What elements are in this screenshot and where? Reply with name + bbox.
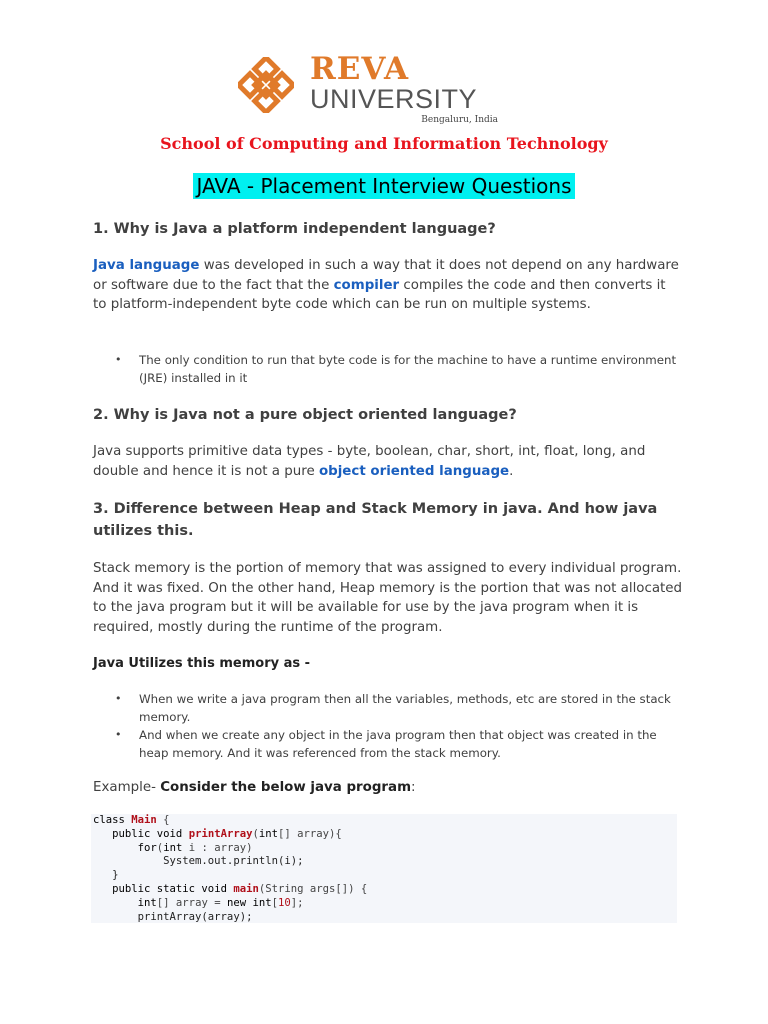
list-item: • The only condition to run that byte code is for the machine to have a runtime environment (JRE) installed in it [112, 351, 682, 387]
knot-emblem-icon [238, 57, 294, 113]
code-line: public void printArray(int[] array){ [112, 827, 342, 840]
page-title: JAVA - Placement Interview Questions [193, 173, 574, 199]
question-3-heading: 3. Difference between Heap and Stack Memory in java. And how java utilizes this. [93, 501, 658, 539]
logo-subtitle: UNIVERSITY [310, 84, 478, 114]
list-item: • And when we create any object in the java program then that object was created in the heap memory. And it was referenced from the stack memory. [112, 726, 682, 762]
code-line: System.out.println(i); [93, 855, 304, 868]
code-line: for(int i : array) [137, 841, 253, 854]
code-line: int[] array = new int[10]; [137, 896, 304, 909]
code-line: public static void main(String args[]) { [112, 882, 368, 895]
question-2-answer: Java supports primitive data types - byte, boolean, char, short, int, float, long, and double and hence it is not a pure object oriented language. [93, 444, 646, 479]
example-caption: Example- Consider the below java program: [93, 780, 416, 795]
question-1-answer: Java language was developed in such a way that it does not depend on any hardware or software due to the fact that the compiler compiles the code and then converts it to platform-independent byte code which can be run on multiple systems. [93, 258, 679, 313]
list-item: • When we write a java program then all the variables, methods, etc are stored in the stack memory. [112, 690, 682, 726]
code-block [91, 814, 677, 923]
question-1-bullets [112, 351, 682, 387]
compiler-link[interactable]: compiler [333, 277, 400, 293]
question-3-answer: Stack memory is the portion of memory that was assigned to every individual program. And it was fixed. On the other hand, Heap memory is the portion that was not allocated to the java program but it will be available for use by the java program when it is required, mostly during the runtime of the program. [93, 561, 683, 635]
code-line: } [93, 869, 119, 882]
university-logo [238, 53, 508, 125]
memory-usage-subheading: Java Utilizes this memory as - [93, 656, 311, 671]
memory-usage-bullets [112, 690, 682, 762]
school-name: School of Computing and Information Technology [160, 134, 608, 153]
question-1-heading: 1. Why is Java a platform independent language? [93, 221, 496, 237]
logo-location: Bengaluru, India [421, 115, 498, 125]
code-line: class Main { [93, 814, 170, 826]
code-line: printArray(array); [93, 910, 253, 923]
question-2-heading: 2. Why is Java not a pure object oriented language? [93, 407, 517, 423]
java-language-link[interactable]: Java language [93, 258, 200, 273]
object-oriented-link[interactable]: object oriented language [318, 463, 510, 479]
logo-name: REVA [310, 51, 410, 87]
